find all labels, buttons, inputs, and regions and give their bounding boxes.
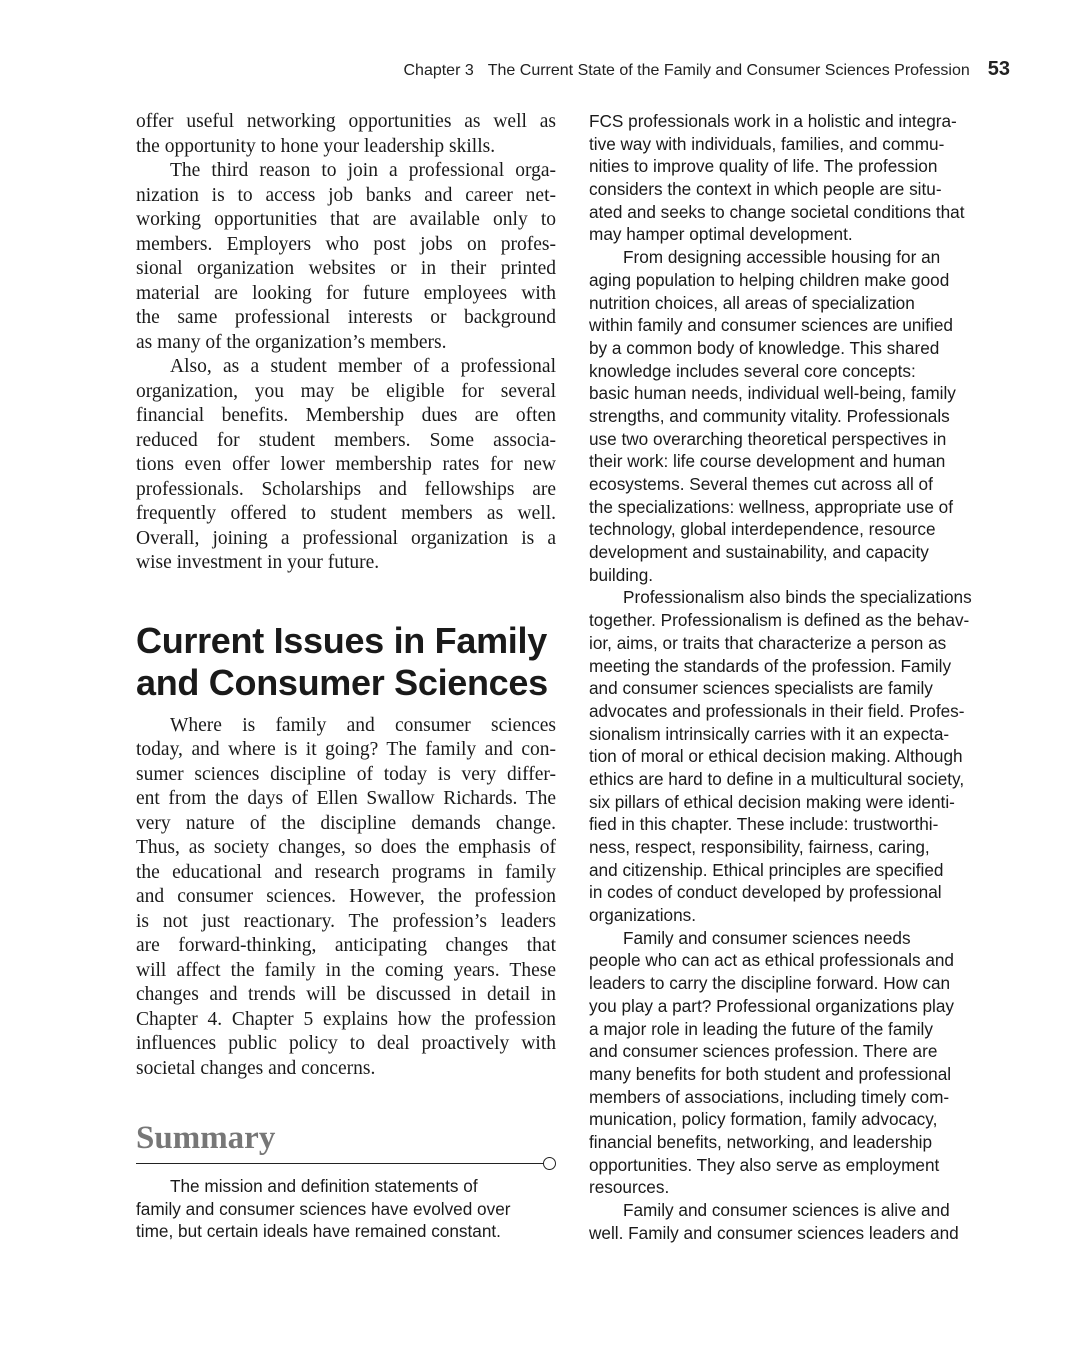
text-line: development and sustainability, and capacity bbox=[589, 542, 929, 563]
summary-paragraph bbox=[136, 1175, 556, 1243]
text-line: within family and consumer sciences are unified bbox=[589, 315, 953, 336]
text-line: advocates and professionals in their field. Profes- bbox=[589, 700, 965, 721]
text-line: is not just reactionary. The profession’s leaders bbox=[136, 910, 556, 932]
text-line: The third reason to join a professional orga- bbox=[170, 160, 556, 181]
text-line: resources. bbox=[589, 1177, 670, 1198]
text-line: frequently offered to student members as well. bbox=[136, 503, 556, 524]
text-line: ethics are hard to define in a multicultural society, bbox=[589, 768, 965, 789]
text-line: their work: life course development and human bbox=[589, 451, 946, 472]
text-line: time, but certain ideals have remained constant. bbox=[136, 1221, 501, 1242]
text-line: aging population to helping children make good bbox=[589, 269, 950, 290]
divider-line bbox=[136, 1163, 544, 1164]
text-line: sional organization websites or in their printed bbox=[136, 258, 556, 279]
text-line: and citizenship. Ethical principles are specified bbox=[589, 859, 944, 880]
text-line: and consumer sciences profession. There are bbox=[589, 1041, 938, 1062]
text-line: a major role in leading the future of the family bbox=[589, 1018, 933, 1039]
text-line: opportunities. They also serve as employment bbox=[589, 1154, 940, 1175]
text-line: knowledge includes several core concepts: bbox=[589, 360, 916, 381]
text-line: very nature of the discipline demands change. bbox=[136, 812, 556, 834]
text-line: ecosystems. Several themes cut across all of bbox=[589, 474, 933, 494]
text-line: sionalism intrinsically carries with it an expecta- bbox=[589, 723, 950, 744]
left-column bbox=[136, 110, 556, 1243]
text-line: Family and consumer sciences needs bbox=[623, 927, 911, 948]
paragraph bbox=[589, 927, 1019, 1199]
text-line: FCS professionals work in a holistic and integra- bbox=[589, 111, 957, 131]
text-line: From designing accessible housing for an bbox=[623, 247, 941, 268]
text-line: many benefits for both student and professional bbox=[589, 1063, 952, 1084]
text-line: leaders to carry the discipline forward. How can bbox=[589, 973, 951, 994]
section-heading-current-issues bbox=[136, 620, 556, 704]
paragraph bbox=[589, 110, 1019, 246]
text-line: Family and consumer sciences is alive and bbox=[623, 1200, 950, 1220]
text-line: well. Family and consumer sciences leaders and bbox=[589, 1222, 959, 1243]
text-line: building. bbox=[589, 564, 654, 585]
text-line: together. Professionalism is defined as the behav- bbox=[589, 610, 970, 631]
text-line: changes and trends will be discussed in detail in bbox=[136, 984, 556, 1005]
page-number: 53 bbox=[987, 58, 1010, 80]
divider-circle-icon bbox=[543, 1157, 556, 1170]
text-line: ated and seeks to change societal conditions that bbox=[589, 201, 965, 222]
text-line: may hamper optimal development. bbox=[589, 224, 853, 245]
text-line: use two overarching theoretical perspectives in bbox=[589, 428, 947, 449]
text-line: ent from the days of Ellen Swallow Richards. The bbox=[136, 788, 556, 809]
text-line: members of associations, including timely com- bbox=[589, 1086, 950, 1107]
text-line: Professionalism also binds the specializations bbox=[623, 587, 972, 608]
text-line: sumer sciences discipline of today is very differ- bbox=[136, 763, 556, 785]
text-line: in codes of conduct developed by professional bbox=[589, 882, 942, 903]
text-line: meeting the standards of the profession. Family bbox=[589, 655, 952, 676]
text-line: as many of the organization’s members. bbox=[136, 331, 447, 353]
text-line: are forward-thinking, anticipating changes that bbox=[136, 935, 556, 956]
text-line: societal changes and concerns. bbox=[136, 1057, 376, 1079]
text-line: today, and where is it going? The family and con- bbox=[136, 739, 556, 760]
heading-line: and Consumer Sciences bbox=[136, 661, 548, 703]
text-line: Thus, as society changes, so does the emphasis of bbox=[136, 837, 556, 858]
text-line: tive way with individuals, families, and commu- bbox=[589, 133, 945, 154]
text-line: Chapter 4. Chapter 5 explains how the profession bbox=[136, 1008, 556, 1030]
text-line: tions even offer lower membership rates for new bbox=[136, 454, 556, 475]
text-line: reduced for student members. Some associa- bbox=[136, 429, 556, 451]
text-line: working opportunities that are available only to bbox=[136, 209, 556, 230]
text-line: nities to improve quality of life. The profession bbox=[589, 156, 938, 177]
paragraph bbox=[136, 355, 556, 576]
text-line: offer useful networking opportunities as well as bbox=[136, 111, 556, 132]
section-heading-summary: Summary bbox=[136, 1120, 276, 1156]
chapter-title: The Current State of the Family and Consumer Sciences Profession bbox=[487, 62, 970, 79]
text-line: the opportunity to hone your leadership skills. bbox=[136, 135, 496, 157]
text-line: Overall, joining a professional organization is a bbox=[136, 527, 556, 549]
text-line: strengths, and community vitality. Professionals bbox=[589, 405, 950, 426]
text-line: the educational and research programs in family bbox=[136, 861, 556, 883]
text-line: will affect the family in the coming years. These bbox=[136, 959, 556, 981]
paragraph bbox=[136, 110, 556, 159]
text-line: nization is to access job banks and career net- bbox=[136, 184, 556, 206]
text-line: tion of moral or ethical decision making. Although bbox=[589, 746, 963, 767]
heading-line: Current Issues in Family bbox=[136, 619, 547, 661]
text-line: fied in this chapter. These include: trustworthi- bbox=[589, 814, 939, 835]
text-line: munication, policy formation, family advocacy, bbox=[589, 1109, 938, 1130]
text-line: the same professional interests or background bbox=[136, 307, 556, 328]
text-line: ior, aims, or traits that characterize a person as bbox=[589, 632, 947, 653]
text-line: influences public policy to deal proactively with bbox=[136, 1033, 556, 1054]
text-line: technology, global interdependence, resource bbox=[589, 519, 936, 540]
text-line: financial benefits, networking, and leadership bbox=[589, 1131, 933, 1152]
paragraph bbox=[589, 246, 1019, 586]
text-line: Also, as a student member of a professional bbox=[170, 356, 556, 377]
text-line: people who can act as ethical professionals and bbox=[589, 950, 954, 971]
right-column bbox=[589, 110, 1019, 1244]
text-line: ness, respect, responsibility, fairness, caring, bbox=[589, 837, 930, 857]
text-line: by a common body of knowledge. This shared bbox=[589, 337, 940, 358]
running-header bbox=[403, 58, 1010, 81]
text-line: professionals. Scholarships and fellowships are bbox=[136, 478, 556, 500]
text-line: material are looking for future employees with bbox=[136, 282, 556, 304]
paragraph bbox=[589, 1199, 1019, 1244]
text-line: The mission and definition statements of bbox=[170, 1176, 478, 1196]
text-line: considers the context in which people are situ- bbox=[589, 179, 942, 200]
text-line: six pillars of ethical decision making were identi- bbox=[589, 791, 955, 812]
text-line: organization, you may be eligible for several bbox=[136, 380, 556, 402]
summary-divider bbox=[136, 1157, 556, 1171]
text-line: nutrition choices, all areas of specialization bbox=[589, 292, 915, 313]
text-line: and consumer sciences specialists are family bbox=[589, 678, 933, 699]
chapter-label: Chapter 3 bbox=[403, 62, 474, 79]
text-line: family and consumer sciences have evolved over bbox=[136, 1198, 511, 1219]
text-line: financial benefits. Membership dues are often bbox=[136, 405, 556, 426]
text-line: Where is family and consumer sciences bbox=[170, 714, 556, 736]
text-line: the specializations: wellness, appropriate use of bbox=[589, 496, 954, 517]
paragraph bbox=[136, 159, 556, 355]
text-line: members. Employers who post jobs on profes- bbox=[136, 233, 556, 255]
text-line: and consumer sciences. However, the profession bbox=[136, 886, 556, 907]
text-line: organizations. bbox=[589, 905, 697, 926]
paragraph bbox=[136, 714, 556, 1082]
text-line: wise investment in your future. bbox=[136, 552, 380, 573]
text-line: you play a part? Professional organizations play bbox=[589, 995, 954, 1016]
text-line: basic human needs, individual well-being, family bbox=[589, 383, 956, 404]
paragraph bbox=[589, 586, 1019, 926]
